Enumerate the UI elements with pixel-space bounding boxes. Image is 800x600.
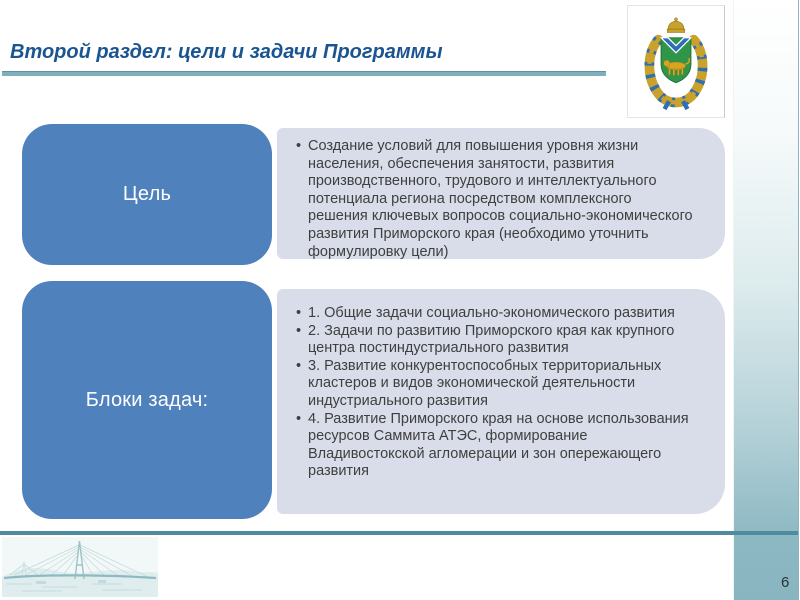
- bullet-item: • 1. Общие задачи социально-экономического развития: [296, 305, 694, 323]
- page-title: Второй раздел: цели и задачи Программы: [10, 41, 443, 63]
- bullet-item: • 4. Развитие Приморского края на основе использования ресурсов Саммита АТЭС, формирование Владивостокской агломерации и зон опережающего развития: [296, 411, 694, 481]
- page-number: 6: [781, 574, 790, 591]
- title-underline: [2, 71, 606, 76]
- tasks-content-box: [277, 289, 725, 514]
- goal-label-box: [22, 124, 272, 265]
- primorsky-krai-coat-of-arms-icon: [632, 10, 720, 114]
- bullet-item: • 3. Развитие конкурентоспособных территориальных кластеров и видов экономической деятельности индустриального развития: [296, 358, 694, 411]
- tasks-label: Блоки задач:: [85, 388, 209, 411]
- goal-label: Цель: [122, 183, 172, 205]
- emblem-card: [627, 5, 725, 118]
- goal-bullet-list: [296, 138, 694, 261]
- tasks-label-box: [22, 281, 272, 519]
- goal-content-box: [277, 128, 725, 259]
- bridge-watermark: [2, 537, 158, 597]
- footer-divider: [0, 531, 798, 535]
- tasks-bullet-list: [296, 305, 694, 481]
- right-gradient-bar: [733, 0, 799, 600]
- bridge-icon: [2, 537, 158, 597]
- bullet-item: • Создание условий для повышения уровня жизни населения, обеспечения занятости, развития производственного, трудового и интеллектуального потенциала региона посредством комплексного решения ключевых вопросов социально-экономического развития Приморского края (необходимо уточнить формулировку цели): [296, 138, 694, 261]
- bullet-item: • 2. Задачи по развитию Приморского края как крупного центра постиндустриального развития: [296, 323, 694, 358]
